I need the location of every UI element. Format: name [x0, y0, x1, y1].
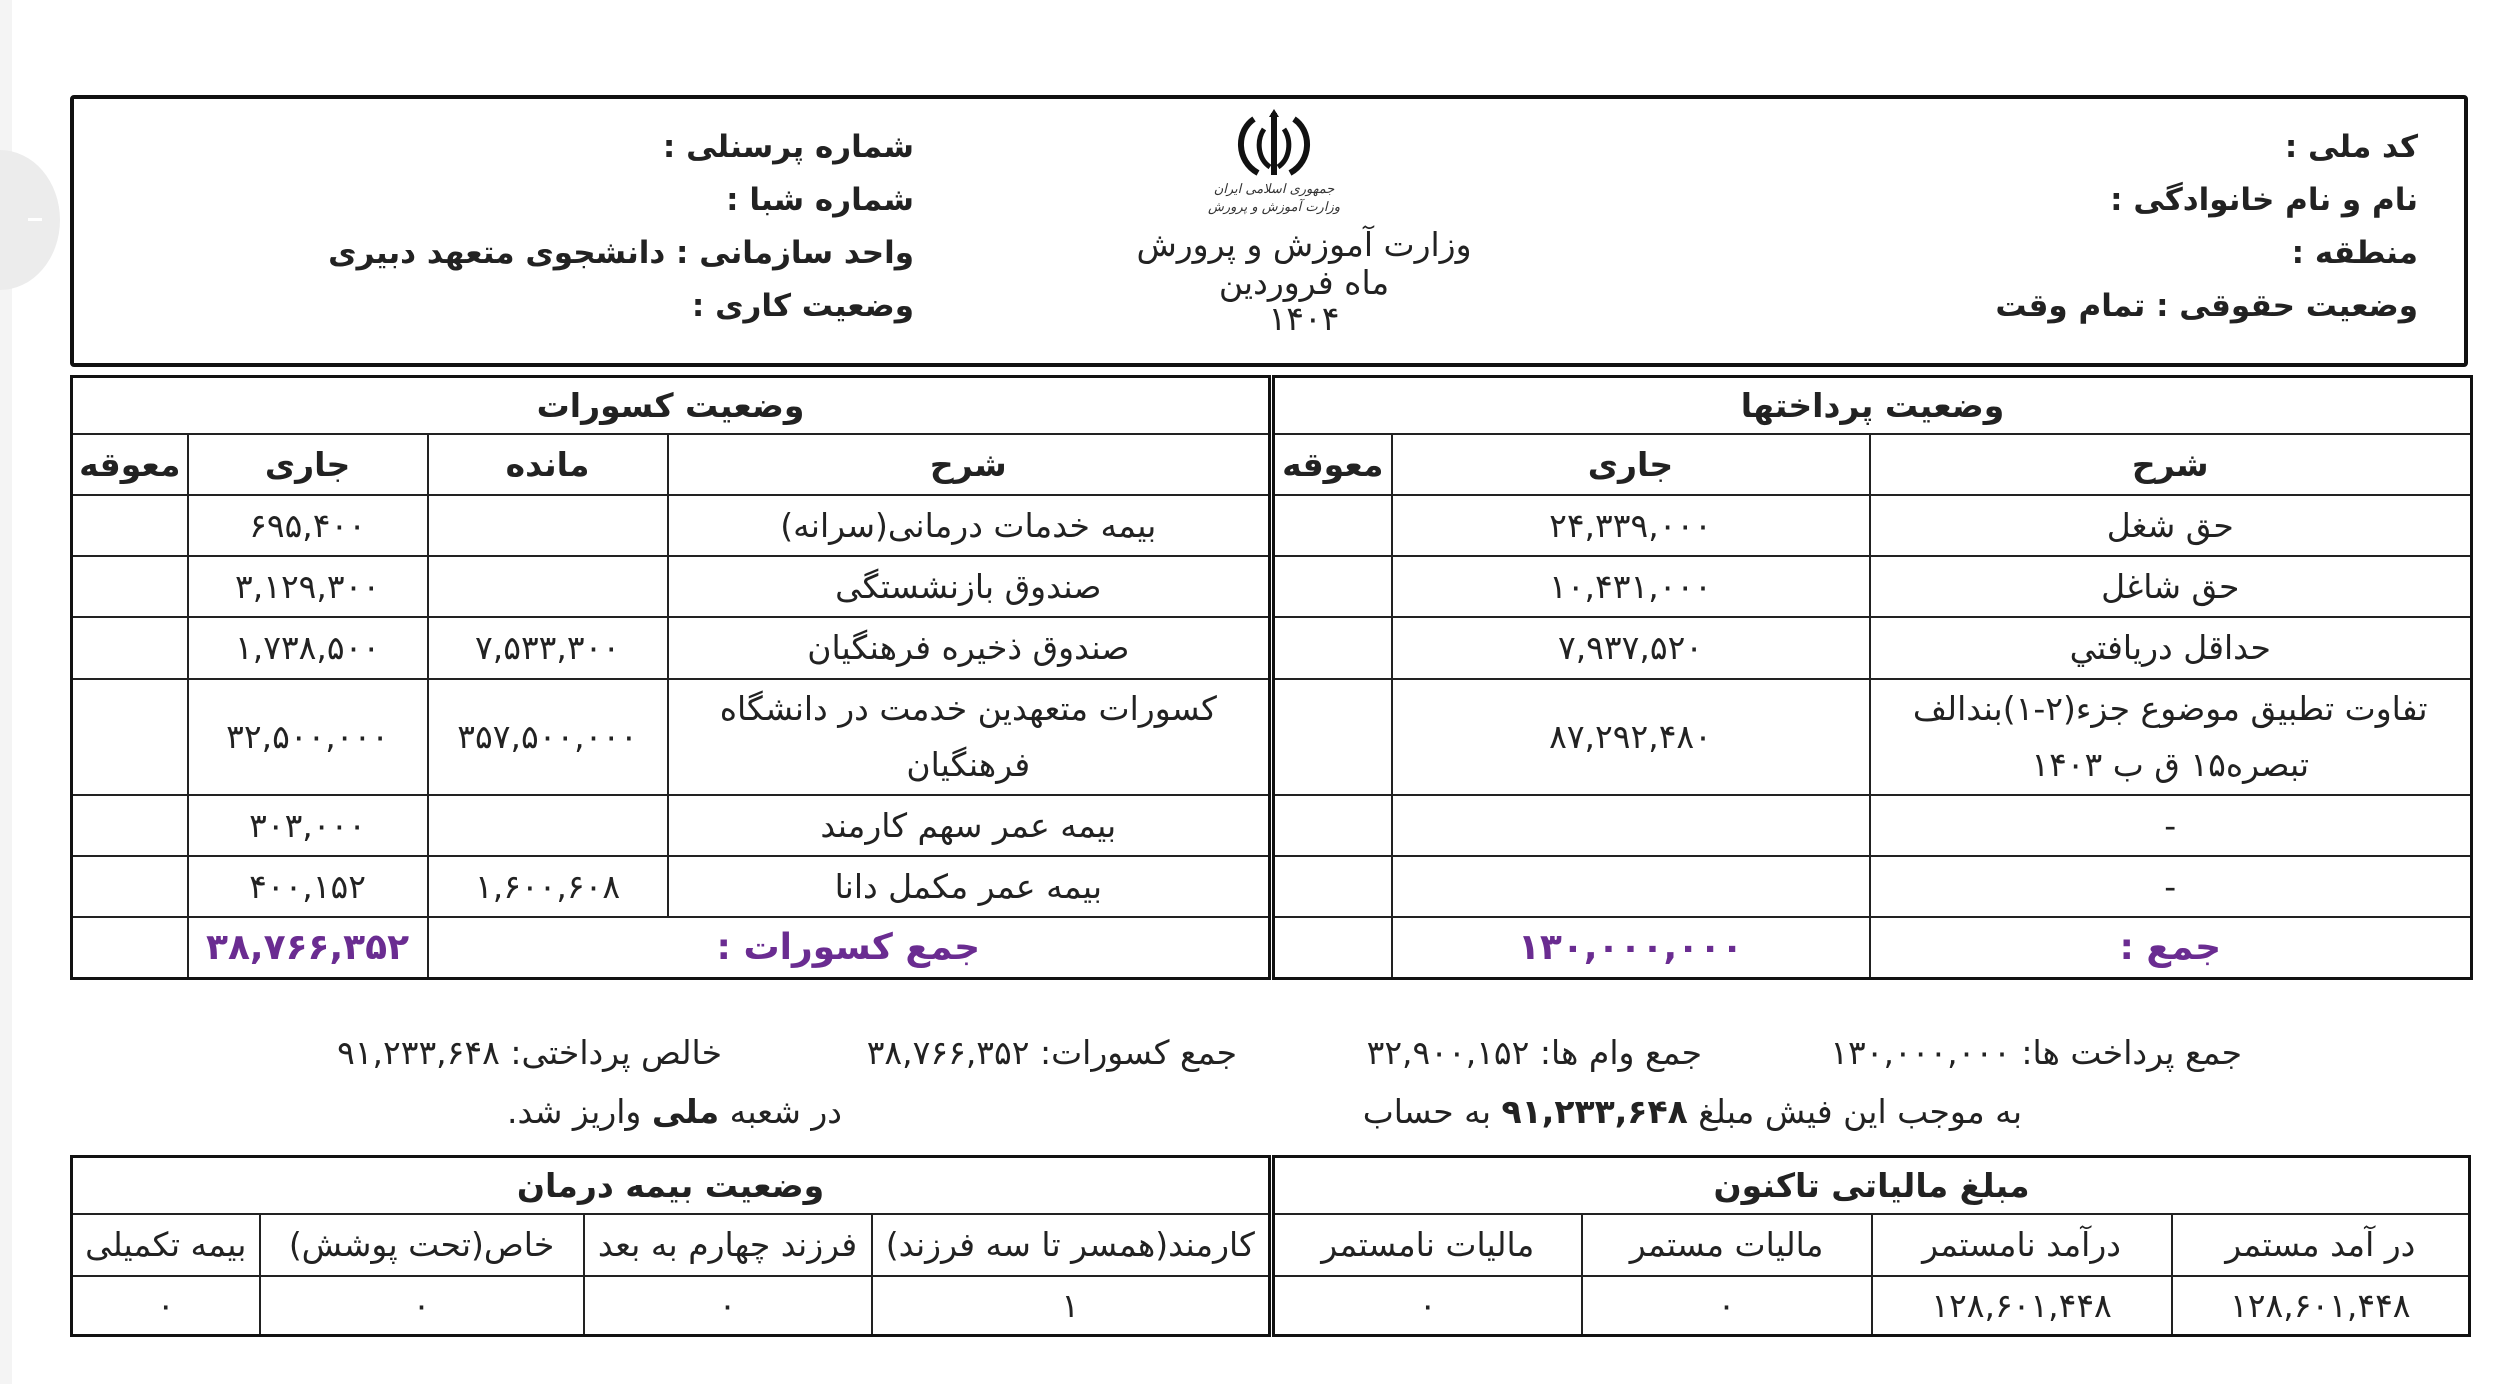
table-row — [1274, 795, 2472, 856]
work-status-label: وضعیت کاری : — [691, 288, 914, 324]
column-header: درآمد نامستمر — [1872, 1214, 2172, 1276]
payslip-month: ماه فروردین — [1218, 263, 1390, 302]
payment-current — [1392, 856, 1870, 917]
insurance-table — [70, 1155, 1271, 1337]
payment-desc: - — [1870, 795, 2472, 856]
full-name-label: نام و نام خانوادگی : — [2110, 182, 2418, 218]
deduction-desc: بیمه عمر سهم کارمند — [668, 795, 1270, 856]
payment-desc: حق شاغل — [1870, 556, 2472, 617]
tax-value: ۰ — [1582, 1276, 1872, 1336]
payment-arrears — [1274, 679, 1392, 795]
payments-total-row — [1274, 917, 2472, 979]
column-header: شرح — [668, 434, 1270, 495]
insurance-title: وضعیت بیمه درمان — [72, 1157, 1270, 1214]
payment-arrears — [1274, 495, 1392, 556]
side-handle-button[interactable] — [0, 150, 60, 290]
payslip-year: ۱۴۰۴ — [1268, 299, 1340, 338]
payment-current — [1392, 795, 1870, 856]
deductions-title: وضعیت کسورات — [72, 377, 1270, 434]
deposit-amount: ۹۱,۲۳۳,۶۴۸ — [1501, 1092, 1688, 1131]
table-row — [1274, 856, 2472, 917]
table-row — [72, 495, 1270, 556]
iran-emblem-icon — [1224, 109, 1324, 179]
insurance-value: ۱ — [872, 1276, 1270, 1336]
deduction-balance — [428, 495, 668, 556]
branch-name: ملی — [651, 1092, 720, 1131]
region-label: منطقه : — [2291, 235, 2418, 271]
deduction-desc: صندوق بازنشستگی — [668, 556, 1270, 617]
column-header: جاری — [188, 434, 428, 495]
insurance-value: ۰ — [72, 1276, 260, 1336]
deduction-balance — [428, 556, 668, 617]
deduction-balance: ۳۵۷,۵۰۰,۰۰۰ — [428, 679, 668, 795]
total-payments: جمع پرداخت ها: ۱۳۰,۰۰۰,۰۰۰ — [1830, 1033, 2242, 1072]
sheba-label: شماره شبا : — [726, 182, 914, 218]
ministry-name: وزارت آموزش و پرورش — [1136, 225, 1472, 264]
deposit-sentence — [1363, 1092, 2022, 1131]
deduction-arrears — [72, 795, 188, 856]
tax-value: ۱۲۸,۶۰۱,۴۴۸ — [1872, 1276, 2172, 1336]
national-code-label: کد ملی : — [2284, 129, 2418, 165]
payment-desc: تفاوت تطبیق موضوع جزء(۲-۱)بندالف تبصره۱۵ ق ب ۱۴۰۳ — [1870, 679, 2472, 795]
payment-current: ۲۴,۳۳۹,۰۰۰ — [1392, 495, 1870, 556]
tax-value: ۱۲۸,۶۰۱,۴۴۸ — [2172, 1276, 2470, 1336]
deduction-current: ۳,۱۲۹,۳۰۰ — [188, 556, 428, 617]
deduction-arrears — [72, 556, 188, 617]
deposit-prefix: به موجب این فیش مبلغ — [1698, 1092, 2022, 1131]
table-row — [1274, 1276, 2470, 1336]
column-header: شرح — [1870, 434, 2472, 495]
deduction-balance: ۱,۶۰۰,۶۰۸ — [428, 856, 668, 917]
column-header: مانده — [428, 434, 668, 495]
empty-cell — [72, 917, 188, 979]
payments-total-value: ۱۳۰,۰۰۰,۰۰۰ — [1392, 917, 1870, 979]
deduction-current: ۶۹۵,۴۰۰ — [188, 495, 428, 556]
payment-desc: - — [1870, 856, 2472, 917]
table-row — [1274, 495, 2472, 556]
empty-cell — [1274, 917, 1392, 979]
table-row — [72, 556, 1270, 617]
payment-arrears — [1274, 617, 1392, 679]
deduction-current: ۳۲,۵۰۰,۰۰۰ — [188, 679, 428, 795]
payment-current: ۱۰,۴۳۱,۰۰۰ — [1392, 556, 1870, 617]
payment-current: ۷,۹۳۷,۵۲۰ — [1392, 617, 1870, 679]
payment-desc: حق شغل — [1870, 495, 2472, 556]
deduction-arrears — [72, 679, 188, 795]
deduction-desc: کسورات متعهدین خدمت در دانشگاه فرهنگیان — [668, 679, 1270, 795]
deduction-arrears — [72, 495, 188, 556]
deduction-desc: صندوق ذخیره فرهنگیان — [668, 617, 1270, 679]
column-header: در آمد مستمر — [2172, 1214, 2470, 1276]
deduction-balance — [428, 795, 668, 856]
salary-status: وضعیت حقوقی : تمام وقت — [1995, 288, 2418, 324]
table-row — [1274, 556, 2472, 617]
minus-icon — [28, 218, 42, 221]
table-row — [1274, 617, 2472, 679]
column-header: بیمه تکمیلی — [72, 1214, 260, 1276]
personnel-number-label: شماره پرسنلی : — [662, 129, 914, 165]
payments-table — [1272, 375, 2473, 980]
tax-title: مبلغ مالیاتی تاکنون — [1274, 1157, 2470, 1214]
branch-prefix: در شعبه — [729, 1092, 842, 1131]
total-loans: جمع وام ها: ۳۲,۹۰۰,۱۵۲ — [1366, 1033, 1702, 1072]
deduction-arrears — [72, 617, 188, 679]
payment-desc: حداقل دریافتي — [1870, 617, 2472, 679]
column-header: معوقه — [72, 434, 188, 495]
column-header: فرزند چهارم به بعد — [584, 1214, 872, 1276]
org-unit: واحد سازمانی : دانشجوی متعهد دبیری — [328, 235, 914, 271]
deduction-desc: بیمه عمر مکمل دانا — [668, 856, 1270, 917]
payments-title: وضعیت پرداختها — [1274, 377, 2472, 434]
table-row — [72, 1276, 1270, 1336]
table-row — [72, 617, 1270, 679]
insurance-value: ۰ — [584, 1276, 872, 1336]
deduction-current: ۳۰۳,۰۰۰ — [188, 795, 428, 856]
payments-total-label: جمع : — [1870, 917, 2472, 979]
emblem-caption-line-2: وزارت آموزش و پرورش — [1207, 200, 1340, 215]
column-header: مالیات مستمر — [1582, 1214, 1872, 1276]
payment-arrears — [1274, 795, 1392, 856]
branch-sentence — [507, 1092, 842, 1131]
tax-value: ۰ — [1274, 1276, 1582, 1336]
deductions-total-label: جمع کسورات : — [428, 917, 1270, 979]
branch-suffix: واریز شد. — [506, 1092, 642, 1131]
deduction-desc: بیمه خدمات درمانی(سرانه) — [668, 495, 1270, 556]
total-deductions: جمع کسورات: ۳۸,۷۶۶,۳۵۲ — [866, 1033, 1237, 1072]
table-row — [72, 679, 1270, 795]
column-header: معوقه — [1274, 434, 1392, 495]
column-header: مالیات نامستمر — [1274, 1214, 1582, 1276]
column-header: خاص(تحت پوشش) — [260, 1214, 584, 1276]
net-payment: خالص پرداختی: ۹۱,۲۳۳,۶۴۸ — [337, 1033, 722, 1072]
payment-arrears — [1274, 556, 1392, 617]
tax-table — [1272, 1155, 2471, 1337]
deduction-current: ۴۰۰,۱۵۲ — [188, 856, 428, 917]
deduction-balance: ۷,۵۳۳,۳۰۰ — [428, 617, 668, 679]
emblem-caption — [1194, 181, 1354, 217]
column-header: کارمند(همسر تا سه فرزند) — [872, 1214, 1270, 1276]
payment-current: ۸۷,۲۹۲,۴۸۰ — [1392, 679, 1870, 795]
deposit-suffix: به حساب — [1362, 1092, 1492, 1131]
table-row — [1274, 679, 2472, 795]
table-row — [72, 856, 1270, 917]
payment-arrears — [1274, 856, 1392, 917]
payslip-header — [70, 95, 2468, 367]
deduction-arrears — [72, 856, 188, 917]
column-header: جاری — [1392, 434, 1870, 495]
table-row — [72, 795, 1270, 856]
insurance-value: ۰ — [260, 1276, 584, 1336]
emblem-caption-line-1: جمهوری اسلامی ایران — [1213, 182, 1335, 197]
deduction-current: ۱,۷۳۸,۵۰۰ — [188, 617, 428, 679]
deductions-total-value: ۳۸,۷۶۶,۳۵۲ — [188, 917, 428, 979]
deductions-table — [70, 375, 1271, 980]
deductions-total-row — [72, 917, 1270, 979]
